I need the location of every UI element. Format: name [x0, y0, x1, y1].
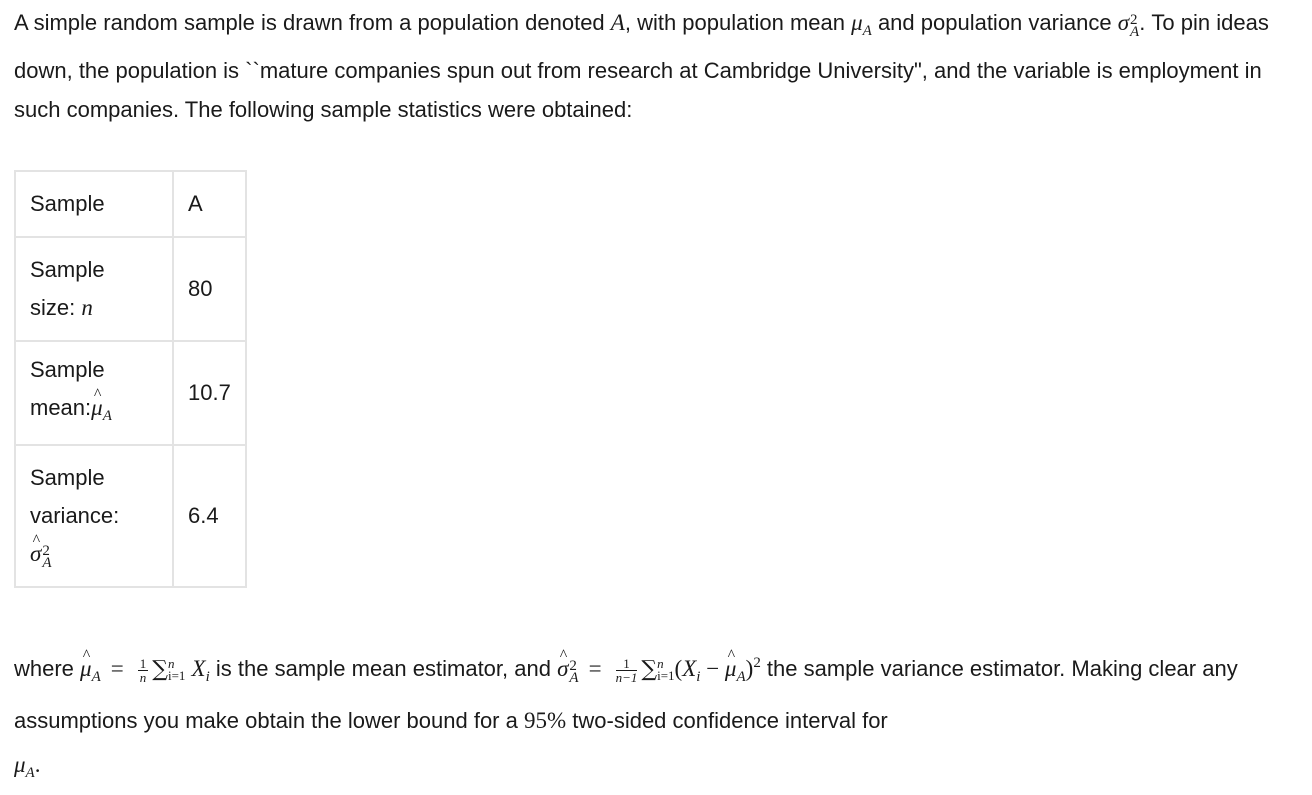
intro-text-2: , with population mean — [624, 10, 852, 35]
table-row — [15, 237, 246, 341]
close-paren: ) — [745, 656, 754, 681]
sum-upper-limit: n — [657, 656, 664, 671]
row-label-line-2: size: — [30, 295, 82, 320]
table-row — [15, 341, 246, 445]
row-label-line-2: variance: — [30, 503, 120, 528]
n-symbol: n — [81, 295, 93, 320]
sigma-hat-subscript: A — [569, 670, 579, 686]
minus-sign: − — [700, 656, 725, 681]
row-label-cell — [15, 237, 173, 341]
mu-hat-symbol: ^ μ — [80, 647, 92, 691]
outro-text-4: two-sided confidence interval for — [566, 708, 888, 733]
row-value-cell: 80 — [173, 237, 246, 341]
sigma-hat-subscript: A — [42, 555, 52, 571]
sigma-hat-superscript: 2 — [569, 658, 577, 674]
sigma-subscript: A — [1130, 24, 1140, 40]
fraction-numerator: 1 — [616, 657, 638, 671]
mu-hat-symbol: ^ μ — [725, 647, 737, 691]
intro-text-4: . To pin ideas down, the population is ``mature companies spun out from research at Cambridge University", and the variable is employment in such companies. The following sample statistics were obtained: — [14, 10, 1269, 122]
intro-text-3: and population variance — [871, 10, 1112, 35]
row-value-cell: 10.7 — [173, 341, 246, 445]
equals-sign: = — [588, 656, 602, 681]
equals-sign: = — [110, 656, 124, 681]
sum-lower-limit: i=1 — [167, 668, 186, 683]
mu-symbol: μ — [851, 10, 863, 35]
fraction-numerator: 1 — [139, 655, 147, 671]
intro-text-1: A simple random sample is drawn from a population denoted — [14, 10, 611, 35]
sum-symbol: ∑ — [152, 657, 168, 682]
sum-symbol: ∑ — [641, 657, 658, 682]
X-subscript: i — [696, 669, 701, 685]
outro-paragraph — [14, 641, 1296, 795]
X-symbol: X — [191, 656, 206, 681]
table-header-row — [15, 171, 246, 237]
row-label-cell — [15, 445, 173, 587]
intro-paragraph — [14, 3, 1296, 129]
row-label-line-1: Sample — [30, 357, 105, 382]
final-period: . — [34, 752, 41, 777]
sum-upper-limit: n — [167, 656, 175, 671]
row-value-cell: 6.4 — [173, 445, 246, 587]
sigma-hat-scripts — [569, 660, 578, 684]
X-subscript: i — [205, 669, 210, 685]
row-label-line-2: mean: — [30, 395, 92, 420]
sigma-hat-scripts — [42, 545, 51, 569]
sigma-hat-symbol: ^ σ — [30, 535, 41, 573]
mu-symbol: μ — [14, 752, 26, 777]
fraction-one-over-n — [138, 657, 149, 684]
sigma-scripts — [1130, 14, 1139, 38]
square-superscript: 2 — [753, 655, 761, 671]
mu-hat-subscript: A — [736, 669, 746, 685]
table-row — [15, 445, 246, 587]
sigma-symbol: σ — [1117, 10, 1130, 35]
mu-hat-symbol: ^ μ — [91, 389, 103, 427]
header-value-cell: A — [173, 171, 246, 237]
row-label-line-1: Sample — [30, 465, 105, 490]
mu-hat-subscript: A — [91, 669, 101, 685]
header-label-cell: Sample — [15, 171, 173, 237]
sigma-hat-symbol: ^ σ — [557, 647, 568, 691]
sigma-superscript: 2 — [1130, 12, 1138, 28]
fraction-one-over-n-minus-1 — [616, 657, 638, 684]
sum-lower-limit: i=1 — [657, 668, 675, 683]
outro-text-1: where — [14, 656, 81, 681]
sigma-hat-superscript: 2 — [42, 543, 50, 559]
var-A: A — [610, 10, 625, 35]
mu-subscript: A — [25, 765, 35, 781]
fraction-denominator: n−1 — [615, 669, 638, 685]
X-symbol: X — [682, 656, 697, 681]
outro-text-2: is the sample mean estimator, and — [209, 656, 558, 681]
mu-hat-subscript: A — [102, 408, 112, 424]
sample-statistics-table — [14, 170, 247, 588]
open-paren: ( — [674, 656, 683, 681]
mu-subscript: A — [862, 23, 872, 39]
outro-text-3: the sample variance estimator. Making clear any assumptions you make obtain the lower bound for a — [14, 656, 1238, 733]
row-label-cell — [15, 341, 173, 445]
sum-limits — [657, 658, 674, 682]
confidence-level: 95% — [523, 708, 567, 733]
sum-limits — [168, 658, 185, 682]
fraction-denominator: n — [139, 669, 147, 685]
row-label-line-1: Sample — [30, 257, 105, 282]
